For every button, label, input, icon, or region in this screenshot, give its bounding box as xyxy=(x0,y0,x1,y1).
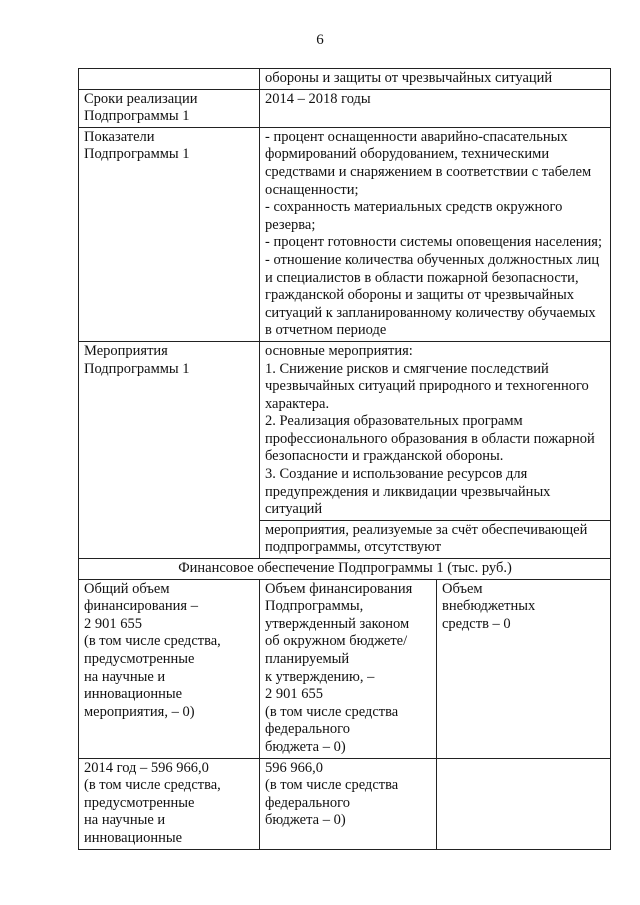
table-row xyxy=(79,89,611,127)
terms-value: 2014 – 2018 годы xyxy=(260,89,611,127)
terms-label: Сроки реализации Подпрограммы 1 xyxy=(79,89,260,127)
activities-main: основные мероприятия: 1. Снижение рисков и смягчение последствий чрезвычайных ситуаций природного и техногенного характера. 2. Реализация образовательных программ профессионального образования в области пожарной безопасности и гражданской обороны. 3. Создание и использование ресурсов для предупреждения и ликвидации чрезвычайных ситуаций xyxy=(260,341,611,520)
financing-header: Финансовое обеспечение Подпрограммы 1 (тыс. руб.) xyxy=(79,559,611,580)
page-number: 6 xyxy=(316,32,324,48)
subprogram-passport-table xyxy=(78,68,611,850)
financing-total-col3: Объем внебюджетных средств – 0 xyxy=(437,579,611,758)
financing-2014-col2: 596 966,0 (в том числе средства федерального бюджета – 0) xyxy=(260,758,437,849)
activities-label: Мероприятия Подпрограммы 1 xyxy=(79,341,260,558)
table-row xyxy=(79,758,611,849)
indicators-value: - процент оснащенности аварийно-спасательных формирований оборудованием, техническими средствами и снаряжением в соответствии с табелем оснащенности; - сохранность материальных средств окружного резерва; - процент готовности системы оповещения населения; - отношение количества обученных должностных лиц и специалистов в области пожарной безопасности, гражданской обороны и защиты от чрезвычайных ситуаций к запланированному количеству обучаемых в отчетном периоде xyxy=(260,127,611,341)
table-row xyxy=(79,127,611,341)
table-row xyxy=(79,579,611,758)
financing-2014-col3 xyxy=(437,758,611,849)
continuation-label-cell xyxy=(79,69,260,90)
indicators-label: Показатели Подпрограммы 1 xyxy=(79,127,260,341)
financing-total-col1: Общий объем финансирования – 2 901 655 (в том числе средства, предусмотренные на научные и инновационные мероприятия, – 0) xyxy=(79,579,260,758)
table-row xyxy=(79,341,611,520)
financing-total-col2: Объем финансирования Подпрограммы, утвержденный законом об окружном бюджете/ планируемый к утверждению, – 2 901 655 (в том числе средства федерального бюджета – 0) xyxy=(260,579,437,758)
table-row xyxy=(79,559,611,580)
continuation-value: обороны и защиты от чрезвычайных ситуаций xyxy=(260,69,611,90)
activities-supporting: мероприятия, реализуемые за счёт обеспечивающей подпрограммы, отсутствуют xyxy=(260,520,611,558)
table-row xyxy=(79,69,611,90)
financing-2014-col1: 2014 год – 596 966,0 (в том числе средства, предусмотренные на научные и инновационные xyxy=(79,758,260,849)
